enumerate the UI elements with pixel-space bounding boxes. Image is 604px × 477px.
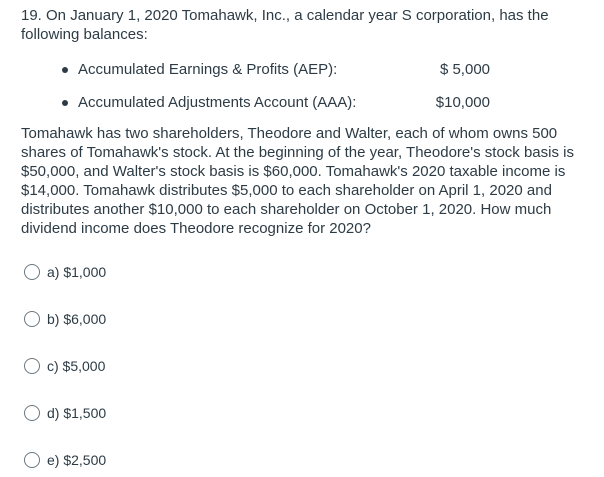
radio-button[interactable] [24, 358, 40, 374]
radio-button[interactable] [24, 264, 40, 280]
question-title: 19. On January 1, 2020 Tomahawk, Inc., a calendar year S corporation, has the following balances: [21, 7, 549, 43]
answer-label[interactable]: c) $5,000 [47, 358, 106, 374]
question-block [21, 6, 593, 44]
answer-option-e[interactable] [24, 450, 106, 470]
radio-button[interactable] [24, 311, 40, 327]
radio-button[interactable] [24, 452, 40, 468]
bullet-icon [62, 67, 68, 73]
answer-option-a[interactable] [24, 262, 106, 282]
answer-label[interactable]: d) $1,500 [47, 405, 107, 421]
question-body: Tomahawk has two shareholders, Theodore and Walter, each of whom owns 500 shares of Tomahawk's stock. At the beginning of the year, Theodore's stock basis is $50,000, and Walter's stock basis is $60,000. Tomahawk's 2020 taxable income is $14,000. Tomahawk distributes $5,000 to each shareholder on April 1, 2020 and distributes another $10,000 to each shareholder on October 1, 2020. How much dividend income does Theodore recognize for 2020? [21, 125, 574, 237]
answer-label[interactable]: e) $2,500 [47, 452, 107, 468]
balance-value: $10,000 [435, 94, 490, 111]
balance-label: Accumulated Earnings & Profits (AEP): [78, 61, 338, 78]
bullet-icon [62, 100, 68, 106]
balance-value: $ 5,000 [439, 61, 490, 78]
answer-label[interactable]: b) $6,000 [47, 311, 107, 327]
radio-button[interactable] [24, 405, 40, 421]
answer-label[interactable]: a) $1,000 [47, 264, 107, 280]
answer-options [24, 262, 106, 470]
balance-item-aaa [62, 93, 502, 112]
answer-option-b[interactable] [24, 309, 106, 329]
balances-list [62, 60, 502, 112]
answer-option-d[interactable] [24, 403, 106, 423]
balance-label: Accumulated Adjustments Account (AAA): [78, 94, 357, 111]
answer-option-c[interactable] [24, 356, 106, 376]
balance-item-aep [62, 60, 502, 79]
